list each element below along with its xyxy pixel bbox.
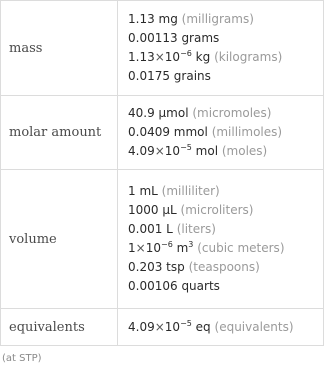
value-line: 0.0175 grains (128, 69, 211, 83)
footnote: (at STP) (2, 353, 42, 364)
value-line: 1.13 mg (milligrams) (128, 12, 254, 26)
value-line: $4.09\times 10^{-5}$ eq (equivalents) (128, 318, 294, 334)
row-label-volume: volume (1, 170, 118, 309)
table-row-volume (1, 170, 324, 309)
table-row-equivalents (1, 309, 324, 346)
value-line: 40.9 µmol (micromoles) (128, 106, 272, 120)
value-line: 0.00113 grams (128, 31, 220, 45)
table-row-mass (1, 1, 324, 96)
row-label-mass: mass (1, 1, 118, 96)
value-line: 0.0409 mmol (millimoles) (128, 125, 283, 139)
value-line: 1 mL (milliliter) (128, 184, 220, 198)
value-line: $4.09\times 10^{-5}$ mol (moles) (128, 143, 268, 158)
value-line: $1.13\times 10^{-6}$ kg (kilograms) (128, 49, 283, 64)
row-values-molar-amount (118, 96, 324, 170)
row-label-equivalents: equivalents (1, 309, 118, 346)
row-values-volume (118, 170, 324, 309)
value-line: 0.001 L (liters) (128, 222, 216, 236)
value-line: $1\times 10^{-6}$ $m^3$ (cubic meters) (128, 240, 285, 255)
table-row-molar-amount (1, 96, 324, 170)
row-label-molar-amount: molar amount (1, 96, 118, 170)
value-line: 1000 µL (microliters) (128, 203, 254, 217)
row-values-equivalents (118, 309, 324, 346)
row-values-mass (118, 1, 324, 96)
value-line: 0.203 tsp (teaspoons) (128, 260, 260, 274)
value-line: 0.00106 quarts (128, 279, 220, 293)
